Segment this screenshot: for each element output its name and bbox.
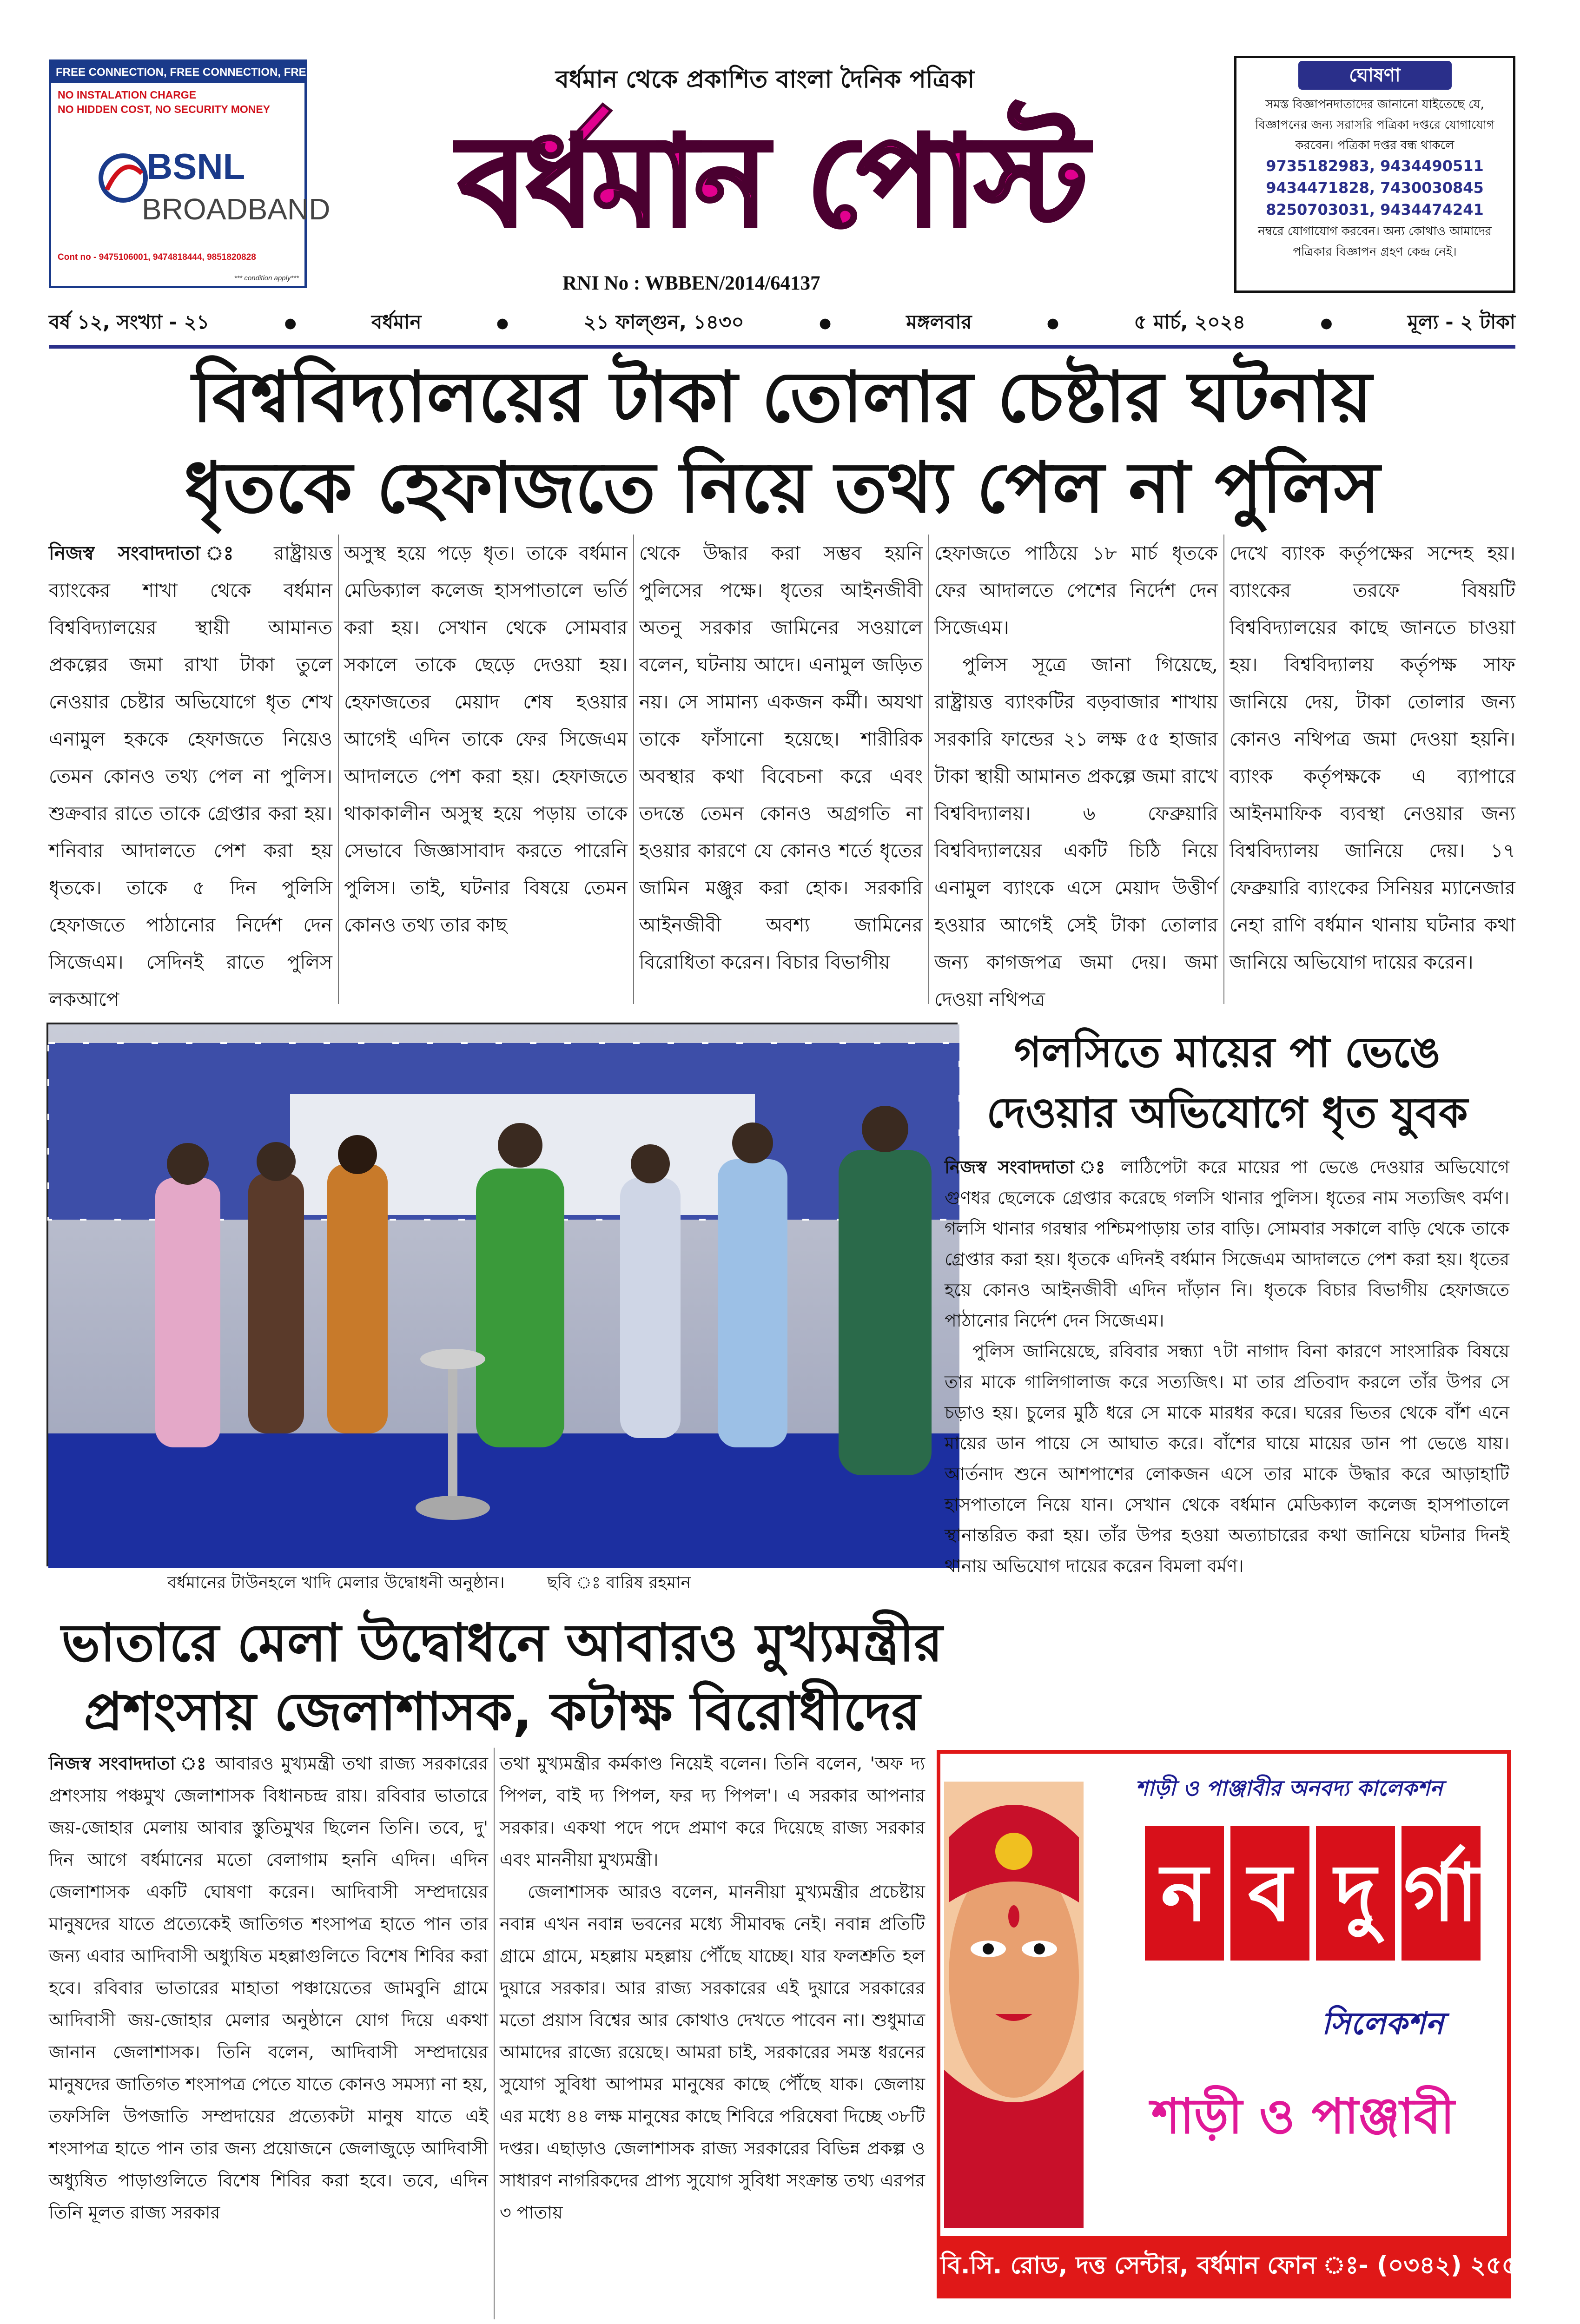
story3-column-1 <box>49 1748 488 2319</box>
nabadurga-saree-ad <box>937 1750 1580 2298</box>
notice-phones-3: 8250703031, 9434474241 <box>1266 201 1484 218</box>
lead-headline-line-1: বিশ্ববিদ্যালয়ের টাকা তোলার চেষ্টার ঘটনায় <box>192 357 1372 438</box>
newspaper-title: বর্ধমান পোস্ট <box>458 108 1085 254</box>
notice-text-2: নম্বরে যোগাযোগ করবেন। অন্য কোথাও আমাদের পত্রিকার বিজ্ঞাপন গ্রহণ কেন্দ্র নেই। <box>1258 224 1492 259</box>
brand-letter: ব <box>1230 1826 1309 1961</box>
masthead-tagline: বর্ধমান থেকে প্রকাশিত বাংলা দৈনিক পত্রিকা <box>555 66 975 93</box>
news-photo <box>46 1023 958 1566</box>
column-divider <box>338 535 339 1004</box>
lead-col1-text: রাষ্ট্রায়ত্ত ব্যাংকের শাখা থেকে বর্ধমান বিশ্ববিদ্যালয়ের স্থায়ী আমানত প্রকল্পের জমা রাখা টাকা তুলে নেওয়ার চেষ্টার অভিযোগে ধৃত শেখ এনামুল হককে হেফাজতে নিয়েও তেমন কোনও তথ্য পেল না পুলিস। শুক্রবার রাতে তাকে গ্রেপ্তার করা হয়। শনিবার আদালতে পেশ করা হয় ধৃতকে। তাকে ৫ দিন পুলিসি হেফাজতে পাঠানোর নির্দেশ দেন সিজেএম। সেদিনই রাতে পুলিস লকআপে <box>49 542 332 1010</box>
bsnl-contact-numbers: Cont no - 9475106001, 9474818444, 9851820828 <box>58 252 256 262</box>
story2-para-2: পুলিস জানিয়েছে, রবিবার সন্ধ্যা ৭টা নাগাদ বিনা কারণে সাংসারিক বিষয়ে তার মাকে গালিগালাজ করে সত্যজিৎ। মা তার প্রতিবাদ করলে তাঁর উপর সে চড়াও হয়। চুলের মুঠি ধরে সে মাকে মারধর করে। ঘরের ভিতর থেকে বাঁশ এনে মায়ের ডান পায়ে সে আঘাত করে। বাঁশের ঘায়ে মায়ের ডান পা ভেঙে যায়। আর্তনাদ শুনে আশপাশের লোকজন এসে তার মাকে উদ্ধার করে আড়াহাটি হাসপাতালে নিয়ে যান। সেখান থেকে বর্ধমান মেডিক্যাল কলেজ হাসপাতালে স্থানান্তরিত করা হয়। তাঁর উপর হওয়া অত্যাচারের কথা জানিয়ে ঘটনার দিনই থানায় অভিযোগ দায়ের করেন বিমলা বর্মণ। <box>945 1341 1509 1576</box>
goddess-durga-illustration <box>944 1782 1084 2228</box>
story3-column-2 <box>500 1748 925 2319</box>
lead-column-4 <box>934 535 1218 1010</box>
ad-free-connection-banner: FREE CONNECTION, FREE CONNECTION, FREE CONNECTION <box>51 62 304 83</box>
caption-text: বর্ধমানের টাউনহলে খাদি মেলার উদ্বোধনী অনুষ্ঠান। <box>167 1573 505 1592</box>
notice-phones-2: 9434471828, 7430030845 <box>1266 179 1484 197</box>
photo-caption <box>46 1570 958 1596</box>
bsnl-product: BROADBAND <box>142 192 331 226</box>
khadi-fair-photo <box>48 1024 959 1568</box>
ad-selection: সিলেকশন <box>1322 2006 1444 2041</box>
brand-letter: ন <box>1145 1826 1224 1961</box>
bsnl-broadband-ad <box>49 59 392 288</box>
notice-text-1: সমস্ত বিজ্ঞাপনদাতাদের জানানো যাইতেছে যে, বিজ্ঞাপনের জন্য সরাসরি পত্রিকা দপ্তরে যোগাযোগ করবেন। পত্রিকা দপ্তর বন্ধ থাকলে <box>1255 98 1495 152</box>
lead-headline-line-2: ধৃতকে হেফাজতে নিয়ে তথ্য পেল না পুলিস <box>184 448 1380 528</box>
story2-body <box>945 1152 1509 1747</box>
bsnl-condition-note: *** condition apply*** <box>234 274 299 282</box>
ad-no-hidden-cost: NO HIDDEN COST, NO SECURITY MONEY <box>58 103 271 115</box>
notice-phones-1: 9735182983, 9434490511 <box>1266 157 1484 175</box>
lead-column-1 <box>49 535 332 1010</box>
bsnl-brand: BSNL <box>146 146 245 187</box>
lead-col4-para-1: হেফাজতে পাঠিয়ে ১৮ মার্চ ধৃতকে ফের আদালতে পেশের নির্দেশ দেন সিজেএম। <box>934 542 1218 639</box>
brand-name-tiles <box>1145 1826 1481 1961</box>
brand-letter: দু <box>1316 1826 1395 1961</box>
lead-column-2 <box>344 535 628 1004</box>
bullet-icon: ● <box>1320 315 1333 331</box>
story3-col1-text: আবারও মুখ্যমন্ত্রী তথা রাজ্য সরকারের প্রশংসায় পঞ্চমুখ জেলাশাসক বিধানচন্দ্র রায়। রবিবার ভাতারে জয়-জোহার মেলায় আবার স্তুতিমুখর ছিলেন তিনি। তবে, দু' দিন আগে বর্ধমানের মতো বেলাগাম হননি এদিন। এদিন জেলাশাসক একটি ঘোষণা করেন। আদিবাসী সম্প্রদায়ের মানুষদের যাতে প্রত্যেকেই জাতিগত শংসাপত্র হাতে পান তার জন্য এবার আদিবাসী অধ্যুষিত মহল্লাগুলিতে বিশেষ শিবির করা হবে। রবিবার ভাতারের মাহাতা পঞ্চায়েতের জামবুনি গ্রামে আদিবাসী জয়-জোহার মেলার অনুষ্ঠানে যোগ দিয়ে একথা জানান জেলাশাসক। তিনি বলেন, আদিবাসী সম্প্রদায়ের মানুষদের জাতিগত শংসাপত্র পেতে যাতে কোনও সমস্যা না হয়, তফসিলি উপজাতি সম্প্রদায়ের প্রত্যেকটা মানুষ যাতে এই শংসাপত্র হাতে পান তার জন্য প্রয়োজনে জেলাজুড়ে আদিবাসী অধ্যুষিত পাড়াগুলিতে বিশেষ শিবির করা হবে। তবে, এদিন তিনি মূলত রাজ্য সরকার <box>49 1753 488 2223</box>
lead-col2-text: অসুস্থ হয়ে পড়ে ধৃত। তাকে বর্ধমান মেডিক্যাল কলেজ হাসপাতালে ভর্তি করা হয়। সেখান থেকে সোমবার সকালে তাকে ছেড়ে দেওয়া হয়। হেফাজতের মেয়াদ শেষ হওয়ার আগেই এদিন তাকে ফের সিজেএম আদালতে পেশ করা হয়। হেফাজতে থাকাকালীন অসুস্থ হয়ে পড়ায় তাকে সেভাবে জিজ্ঞাসাবাদ করতে পারেনি পুলিস। তাই, ঘটনার বিষয়ে তেমন কোনও তথ্য তার কাছ <box>344 542 628 936</box>
ad-tagline: শাড়ী ও পাঞ্জাবীর অনবদ্য কালেকশন <box>1135 1776 1443 1801</box>
story2-headline-line-2: দেওয়ার অভিযোগে ধৃত যুবক <box>986 1089 1468 1137</box>
column-divider <box>1223 535 1224 1004</box>
column-divider <box>928 535 929 1004</box>
story3-col2-para-1: তথা মুখ্যমন্ত্রীর কর্মকাণ্ড নিয়েই বলেন। তিনি বলেন, 'অফ দ্য পিপল, বাই দ্য পিপল, ফর দ্য পিপল'। এ সরকার আপনার সরকার। একথা পদে পদে প্রমাণ করে দিয়েছে রাজ্য সরকার এবং মাননীয়া মুখ্যমন্ত্রী। <box>500 1753 925 1870</box>
story3-headline-line-2: প্রশংসায় জেলাশাসক, কটাক্ষ বিরোধীদের <box>84 1682 920 1742</box>
column-divider <box>633 535 634 1004</box>
lead-col4-para-2: পুলিস সূত্রে জানা গিয়েছে, রাষ্ট্রায়ত্ত ব্যাংকটির বড়বাজার শাখায় সরকারি ফান্ডের ২১ লক্ষ ৫৫ হাজার টাকা স্থায়ী আমানত প্রকল্পে জমা রাখে বিশ্ববিদ্যালয়। ৬ ফেব্রুয়ারি বিশ্ববিদ্যালয়ের একটি চিঠি নিয়ে এনামুল ব্যাংকে এসে মেয়াদ উত্তীর্ণ হওয়ার আগেই সেই টাকা তোলার জন্য কাগজপত্র জমা দেয়। জমা দেওয়া নথিপত্র <box>934 654 1218 1010</box>
column-divider <box>494 1748 495 2319</box>
issue-number: বর্ষ ১২, সংখ্যা - ২১ <box>49 310 210 333</box>
ad-no-installation: NO INSTALATION CHARGE <box>58 89 197 101</box>
bullet-icon: ● <box>819 315 832 331</box>
weekday: মঙ্গলবার <box>906 310 972 333</box>
story2-byline: নিজস্ব সংবাদদাতা ঃ <box>945 1157 1111 1177</box>
story3-headline-line-1: ভাতারে মেলা উদ্বোধনে আবারও মুখ্যমন্ত্রীর <box>61 1613 943 1673</box>
price: মূল্য - ২ টাকা <box>1407 310 1515 333</box>
bullet-icon: ● <box>496 315 509 331</box>
header-divider <box>49 345 1515 349</box>
lead-byline: নিজস্ব সংবাদদাতা ঃ <box>49 542 251 564</box>
lead-column-5 <box>1230 535 1515 1004</box>
story3-byline: নিজস্ব সংবাদদাতা ঃ <box>49 1753 208 1774</box>
story2-para-1: লাঠিপেটা করে মায়ের পা ভেঙে দেওয়ার অভিযোগে গুণধর ছেলেকে গ্রেপ্তার করেছে গলসি থানার পুলিস। ধৃতের নাম সত্যজিৎ বর্মণ। গলসি থানার গরম্বার পশ্চিমপাড়ায় তার বাড়ি। সোমবার সকালে বাড়ি থেকে তাকে গ্রেপ্তার করা হয়। ধৃতকে এদিনই বর্ধমান সিজেএম আদালতে পেশ করা হয়। ধৃতের হয়ে কোনও আইনজীবী এদিন দাঁড়ান নি। ধৃতকে বিচার বিভাগীয় হেফাজতে পাঠানোর নির্দেশ দেন সিজেএম। <box>945 1157 1509 1331</box>
lead-col3-text: থেকে উদ্ধার করা সম্ভব হয়নি পুলিসের পক্ষে। ধৃতের আইনজীবী অতনু সরকার জামিনের সওয়ালে বলেন, ঘটনায় আদে। এনামুল জড়িত নয়। সে সামান্য একজন কর্মী। অযথা তাকে ফাঁসানো হয়েছে। শারীরিক অবস্থার কথা বিবেচনা করে এবং তদন্তে তেমন কোনও অগ্রগতি না হওয়ার কারণে যে কোনও শর্তে ধৃতের জামিন মঞ্জুর করা হোক। সরকারি আইনজীবী অবশ্য জামিনের বিরোধিতা করেন। বিচার বিভাগীয় <box>639 542 923 973</box>
photo-credit: ছবি ঃ বারিষ রহমান <box>547 1573 691 1592</box>
ad-products: শাড়ী ও পাঞ্জাবী <box>1151 2088 1455 2145</box>
lead-column-3 <box>639 535 923 1004</box>
story3-col2-para-2: জেলাশাসক আরও বলেন, মাননীয়া মুখ্যমন্ত্রীর প্রচেষ্টায় নবান্ন এখন নবান্ন ভবনের মধ্যে সীমাবদ্ধ নেই। নবান্ন প্রতিটি গ্রামে গ্রামে, মহল্লায় মহল্লায় পৌঁছে যাচ্ছে। যার ফলশ্রুতি হল দুয়ারে সরকার। আর রাজ্য সরকারের এই দুয়ারে সরকারের মতো প্রয়াস বিশ্বের আর কোথাও দেখতে পাবেন না। শুধুমাত্র আমাদের রাজ্যে রয়েছে। আমরা চাই, সরকারের সমস্ত ধরনের সুযোগ সুবিধা আপামর মানুষের কাছে পৌঁছে যাক। জেলায় এর মধ্যে ৪৪ লক্ষ মানুষের কাছে শিবিরে পরিষেবা দিচ্ছে ৩৮টি দপ্তর। এছাড়াও জেলাশাসক রাজ্য সরকারের বিভিন্ন প্রকল্প ও সাধারণ নাগরিকদের প্রাপ্য সুযোগ সুবিধা সংক্রান্ত তথ্য এরপর ৩ পাতায় <box>500 1882 925 2223</box>
bullet-icon: ● <box>284 315 297 331</box>
brand-letter: র্গা <box>1402 1826 1481 1961</box>
notice-heading: ঘোষণা <box>1298 61 1452 90</box>
rni-number: RNI No : WBBEN/2014/64137 <box>562 272 820 294</box>
story2-headline-line-1: গলসিতে মায়ের পা ভেঙে <box>1014 1028 1441 1077</box>
ad-address: বি.সি. রোড, দত্ত সেন্টার, বর্ধমান ফোন ঃ- (০৩৪২) ২৫৫০২২৮ <box>940 2236 1507 2295</box>
dateline-place: বর্ধমান <box>371 310 422 333</box>
bengali-date: ২১ ফাল্গুন, ১৪৩০ <box>583 310 744 333</box>
lead-col5-text: দেখে ব্যাংক কর্তৃপক্ষের সন্দেহ হয়। ব্যাংকের তরফে বিষয়টি বিশ্ববিদ্যালয়ের কাছে জানতে চাওয়া হয়। বিশ্ববিদ্যালয় কর্তৃপক্ষ সাফ জানিয়ে দেয়, টাকা তোলার জন্য কোনও নথিপত্র জমা দেওয়া হয়নি। ব্যাংক কর্তৃপক্ষকে এ ব্যাপারে আইনমাফিক ব্যবস্থা নেওয়ার জন্য বিশ্ববিদ্যালয় জানিয়ে দেয়। ১৭ ফেব্রুয়ারি ব্যাংকের সিনিয়র ম্যানেজার নেহা রাণি বর্ধমান থানায় ঘটনার কথা জানিয়ে অভিযোগ দায়ের করেন। <box>1230 542 1515 973</box>
dateline-bar <box>49 307 1515 339</box>
english-date: ৫ মার্চ, ২০২৪ <box>1134 310 1246 333</box>
advertisement-notice-box <box>1234 56 1515 293</box>
bullet-icon: ● <box>1046 315 1059 331</box>
